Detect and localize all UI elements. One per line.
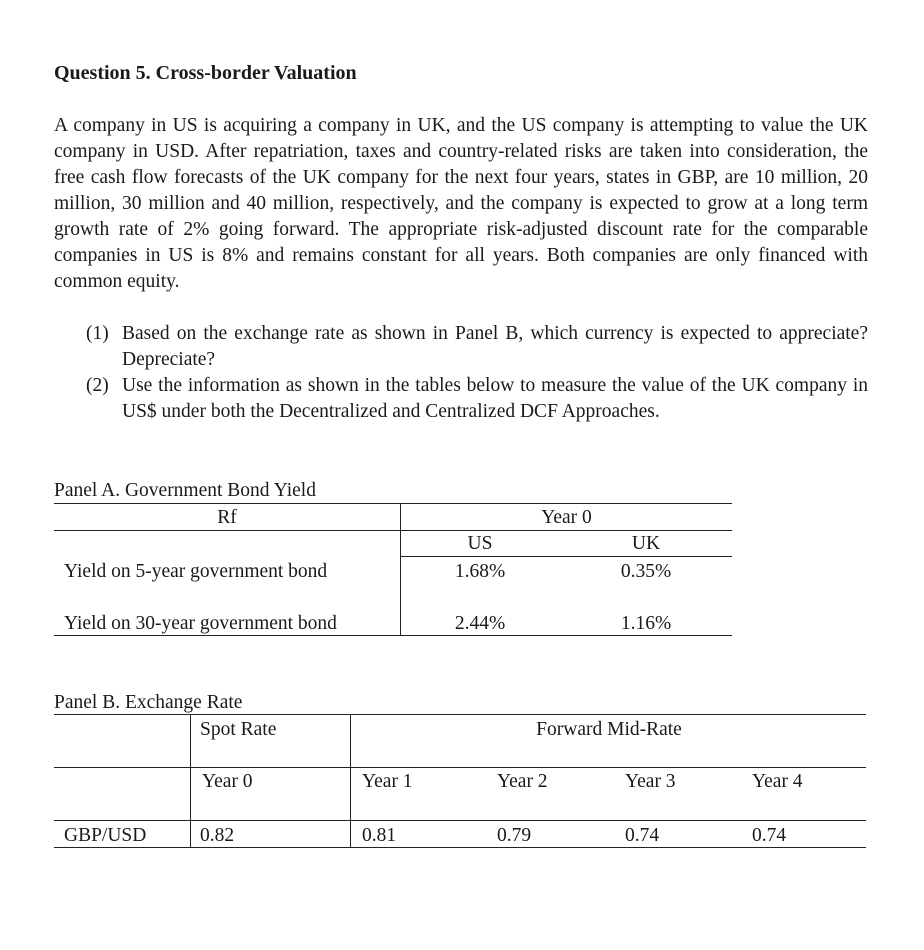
col-us: US [467,533,493,554]
table-rule [54,635,732,636]
question-title: Question 5. Cross-border Valuation [54,62,357,84]
year-header: Year 2 [497,771,548,792]
question-list [86,321,868,425]
cell-us: 1.68% [454,561,506,582]
header-rf: Rf [217,507,237,528]
question-paragraph: A company in US is acquiring a company in UK, and the US company is attempting to value the UK company in USD. After repatriation, taxes and country-related risks are taken into consideration, the free cash flow forecasts of the UK company for the next four years, states in GBP, are 10 million, 20 million, 30 million and 40 million, respectively, and the company is expected to grow at a long term growth rate of 2% going forward. The appropriate risk-adjusted discount rate for the comparable companies in US is 8% and remains constant for all years. Both companies are only financed with common equity. [54,115,868,292]
table-rule [54,503,732,504]
table-divider [350,714,351,848]
rate-value: 0.74 [625,825,660,846]
row-label: GBP/USD [64,825,147,846]
year-header: Year 1 [362,771,413,792]
table-rule [54,767,866,768]
panel-a-title: Panel A. Government Bond Yield [54,480,316,501]
table-rule [54,847,866,848]
item-text: Use the information as shown in the tables below to measure the value of the UK company in US$ under both the Decentralized and Centralized DCF Approaches. [122,375,868,422]
item-number: (1) [86,323,109,344]
table-divider [190,714,191,848]
rate-value: 0.81 [362,825,397,846]
header-year: Year 0 [541,507,592,528]
header-forward: Forward Mid-Rate [536,719,682,740]
table-rule [54,530,732,531]
rate-value: 0.82 [200,825,235,846]
rate-value: 0.74 [752,825,787,846]
list-item [86,373,868,425]
row-label: Yield on 5-year government bond [64,561,328,582]
item-text: Based on the exchange rate as shown in Panel B, which currency is expected to appreciate? Depreciate? [122,323,868,370]
list-item [86,321,868,373]
row-label: Yield on 30-year government bond [64,613,337,634]
header-spot: Spot Rate [200,719,277,740]
cell-us: 2.44% [454,613,506,634]
year-header: Year 4 [752,771,803,792]
item-number: (2) [86,375,109,396]
cell-uk: 0.35% [620,561,672,582]
cell-uk: 1.16% [620,613,672,634]
year-header: Year 0 [202,771,253,792]
year-header: Year 3 [625,771,676,792]
col-uk: UK [631,533,661,554]
table-rule [54,714,866,715]
table-rule [401,556,732,557]
table-rule [54,820,866,821]
panel-b-title: Panel B. Exchange Rate [54,692,243,713]
rate-value: 0.79 [497,825,532,846]
